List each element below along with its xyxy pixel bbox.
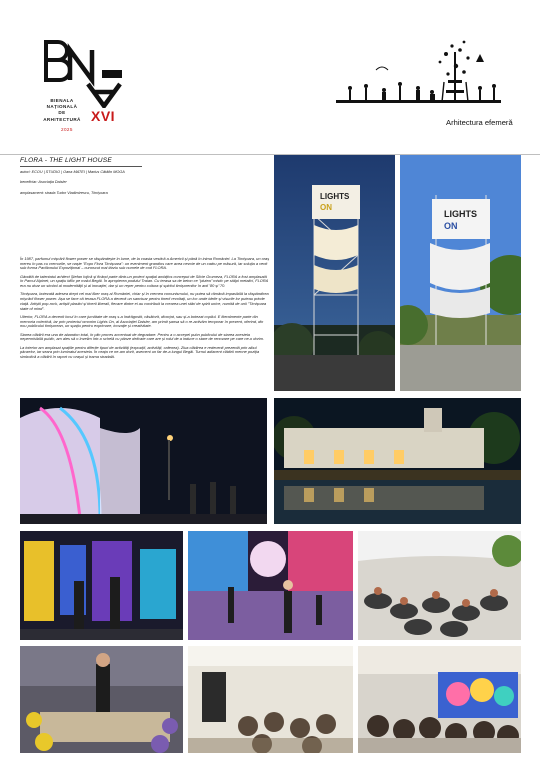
ephemeral-architecture-pictogram xyxy=(336,40,516,118)
project-title: FLORA - THE LIGHT HOUSE xyxy=(20,157,112,164)
svg-text:LIGHTS: LIGHTS xyxy=(444,209,477,219)
svg-text:ON: ON xyxy=(444,221,458,231)
photo-conference xyxy=(358,646,521,753)
project-description xyxy=(20,257,270,363)
biennial-name: BIENALA NAȚIONALĂ DE ARHITECTURĂ xyxy=(43,98,81,122)
project-beneficiary: beneficiar: Asociația Daisler xyxy=(20,180,67,184)
photo-tower-day xyxy=(400,155,521,391)
photo-pavilion-night-closeup xyxy=(20,398,267,524)
project-location: amplasament: strada Tudor Vladimirescu, Timișoara xyxy=(20,191,108,195)
description-paragraph: În 1987, parfumul mișcării flower power se răspândește în lume, de la coasta vestică a Americii și până în inima României. La Timișoara, un oraș mereu în pas cu vremurile, se naște "Expo Flora Timișoara": un eveniment grandios care avea nevoie de un cadru pe măsură, iar soluția a venit sub forma Pavilionului Expozițional – cunoscut mai târziu sub numele de cod FLORA. xyxy=(20,256,270,271)
section-label: Arhitectura efemeră xyxy=(446,118,513,127)
photo-tower-night xyxy=(274,155,395,391)
svg-text:ON: ON xyxy=(320,203,332,212)
description-paragraph: Gândită de talentatul arhitect Ștefan Iojică și ficând parte dintr-un proiect spațial ambițios conceput de Silvie Grumeza, FLORA a fost amplasată în Parcul Alpinet, un spațiu idilic pe malul Begăi. În apropierea podului Traian. Cu terasa sa de beton ce "plutea" mistic pe stâlpi metalici, FLORA era nu doar un simbol al modernității și al inovației, dar și un reper pentru cultura și spiritul timișorenilor în anii '80 și '70. xyxy=(20,273,269,289)
edition-number: XVI xyxy=(91,108,116,124)
description-paragraph: Ulterior, FLORA a devenit locul în care jumătate de oraș s-a îndrăgostit, căsătorit, divorțat, sau și-a botezat copilul. E literalmente parte din memoria colectivă, iar prin proiectul omonim Lights On, al Asociației Daisler, am primit șansa să o re-activăm temporar în prezent, oferind, din nou publicului timișorean, un spațiu pentru exprimare, inovație și creativitate. xyxy=(20,313,264,329)
photo-interior-beanbags xyxy=(358,531,521,640)
title-underline xyxy=(20,166,142,167)
photo-cafe xyxy=(188,646,353,753)
description-paragraph: Timișoara, botezată adesea drept cel mai liber oraș al României, chiar și în vremea comunismului, nu putea să rămână impasibilă la răspândirea mișcării flower power. Așa se face că terasa FLORA a devenit un sanctuar pentru tinerii revoltați, un loc unde ideile și visurile lor puteau prinde viață. Artiștii pop-rock, artiștii plastici și tinerii liberali, fiecare dintre ei au contribuit la crearea unei stări de spirit unice, numită de unii "Timișoara state of mind". xyxy=(20,291,269,311)
description-paragraph: Starea clădirii era una de abandon total, în plin proces accentuat de degradare. Pentru a o accepel pubn publicului de starea acesteia nepermisibilă public, am ales să o învelim într-o schelă cu pânze delicate care are și rolul de a induce o stare de renovare pe care ne-o dorim. xyxy=(20,331,265,342)
photo-workshop xyxy=(20,646,183,753)
description-paragraph: La interior am amplasat spațiile pentru diferite tipuri de activități (expoziții, activități, cafenea). Ziua clădirea e redevenit prezentă prin albul pânzelor, iar seara prin luminatul acesteia. În ceața ce ne-am dorit, asemeni un far de-a lungul Begăi. Turnul adiacent clădirii menne poziția simbolică a clădirii în raport cu orașul și trama stradală. xyxy=(20,344,260,359)
photo-interior-exhibition xyxy=(20,531,183,640)
svg-text:LIGHTS: LIGHTS xyxy=(320,192,350,201)
edition-year: 2025 xyxy=(61,127,73,132)
project-authors: autori: ECOU | STUDIO | Oana MATEI | Marius Cătălin MOGA xyxy=(20,170,125,174)
photo-interior-dance xyxy=(188,531,353,640)
photo-pavilion-riverside xyxy=(274,398,521,524)
